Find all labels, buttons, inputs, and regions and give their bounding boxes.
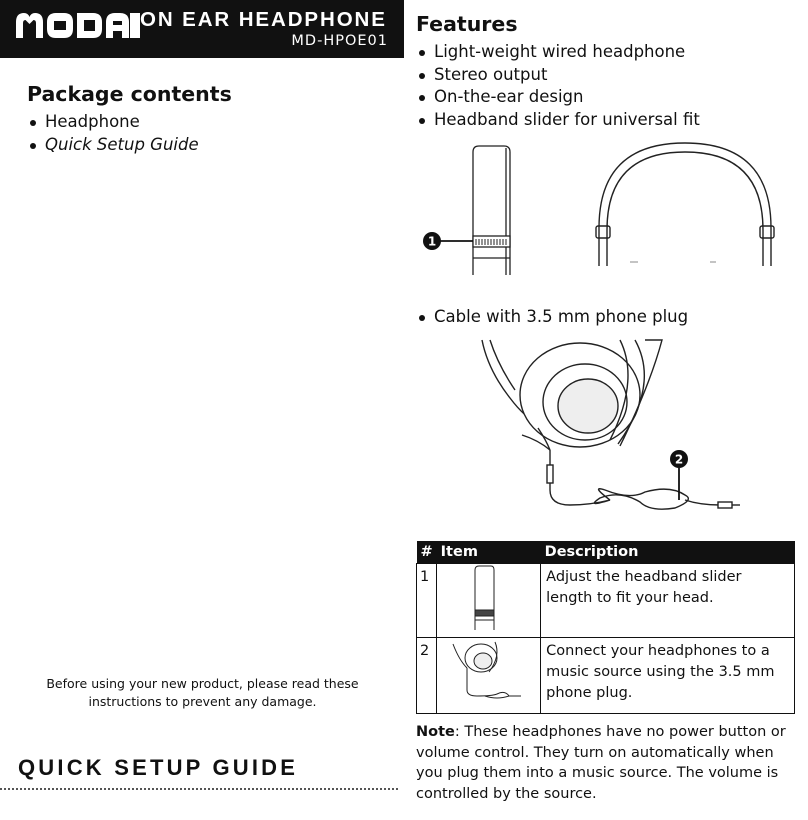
row-description: Adjust the headband slider length to fit your head. bbox=[541, 564, 795, 638]
package-contents-heading: Package contents bbox=[27, 82, 232, 106]
features-heading: Features bbox=[416, 12, 518, 36]
header-bar bbox=[0, 0, 404, 58]
column-header: # bbox=[417, 541, 437, 564]
headband-slider-illustration bbox=[416, 140, 516, 275]
list-item: On-the-ear design bbox=[416, 86, 700, 109]
cable-thumbnail-icon bbox=[437, 638, 523, 706]
column-header: Item bbox=[437, 541, 541, 564]
list-item: Light-weight wired headphone bbox=[416, 41, 700, 64]
list-item: Cable with 3.5 mm phone plug bbox=[416, 306, 688, 329]
table-row bbox=[417, 564, 795, 638]
list-item: Headband slider for universal fit bbox=[416, 109, 700, 132]
model-number: MD-HPOE01 bbox=[291, 33, 388, 49]
note-label: Note bbox=[416, 724, 455, 740]
column-header: Description bbox=[541, 541, 795, 564]
package-contents-list bbox=[27, 111, 199, 156]
list-item: Headphone bbox=[27, 111, 199, 134]
cable-feature-list bbox=[416, 306, 688, 329]
table-row bbox=[417, 638, 795, 714]
row-number: 2 bbox=[417, 638, 437, 714]
brand-logo bbox=[16, 10, 140, 40]
table-header-row bbox=[417, 541, 795, 564]
items-table bbox=[416, 541, 795, 714]
headband-front-illustration bbox=[590, 138, 780, 268]
row-thumbnail bbox=[437, 638, 541, 714]
slider-thumbnail-icon bbox=[437, 564, 523, 630]
guide-title: QUICK SETUP GUIDE bbox=[18, 755, 299, 780]
product-title: ON EAR HEADPHONE bbox=[140, 8, 387, 31]
list-item: Quick Setup Guide bbox=[27, 134, 199, 157]
note-paragraph bbox=[416, 722, 801, 804]
dotted-divider bbox=[0, 788, 398, 790]
features-list bbox=[416, 41, 700, 131]
row-thumbnail bbox=[437, 564, 541, 638]
warning-text: Before using your new product, please read these instructions to prevent any damage. bbox=[46, 676, 359, 709]
callout-2-label: 2 bbox=[674, 452, 684, 467]
headphone-cable-illustration bbox=[470, 340, 740, 520]
list-item: Stereo output bbox=[416, 64, 700, 87]
row-description: Connect your headphones to a music source using the 3.5 mm phone plug. bbox=[541, 638, 795, 714]
note-text: : These headphones have no power button or volume control. They turn on automatically when you plug them into a music source. The volume is controlled by the source. bbox=[416, 724, 786, 802]
row-number: 1 bbox=[417, 564, 437, 638]
svg-text:™: ™ bbox=[134, 12, 141, 20]
callout-1-label: 1 bbox=[427, 234, 437, 249]
